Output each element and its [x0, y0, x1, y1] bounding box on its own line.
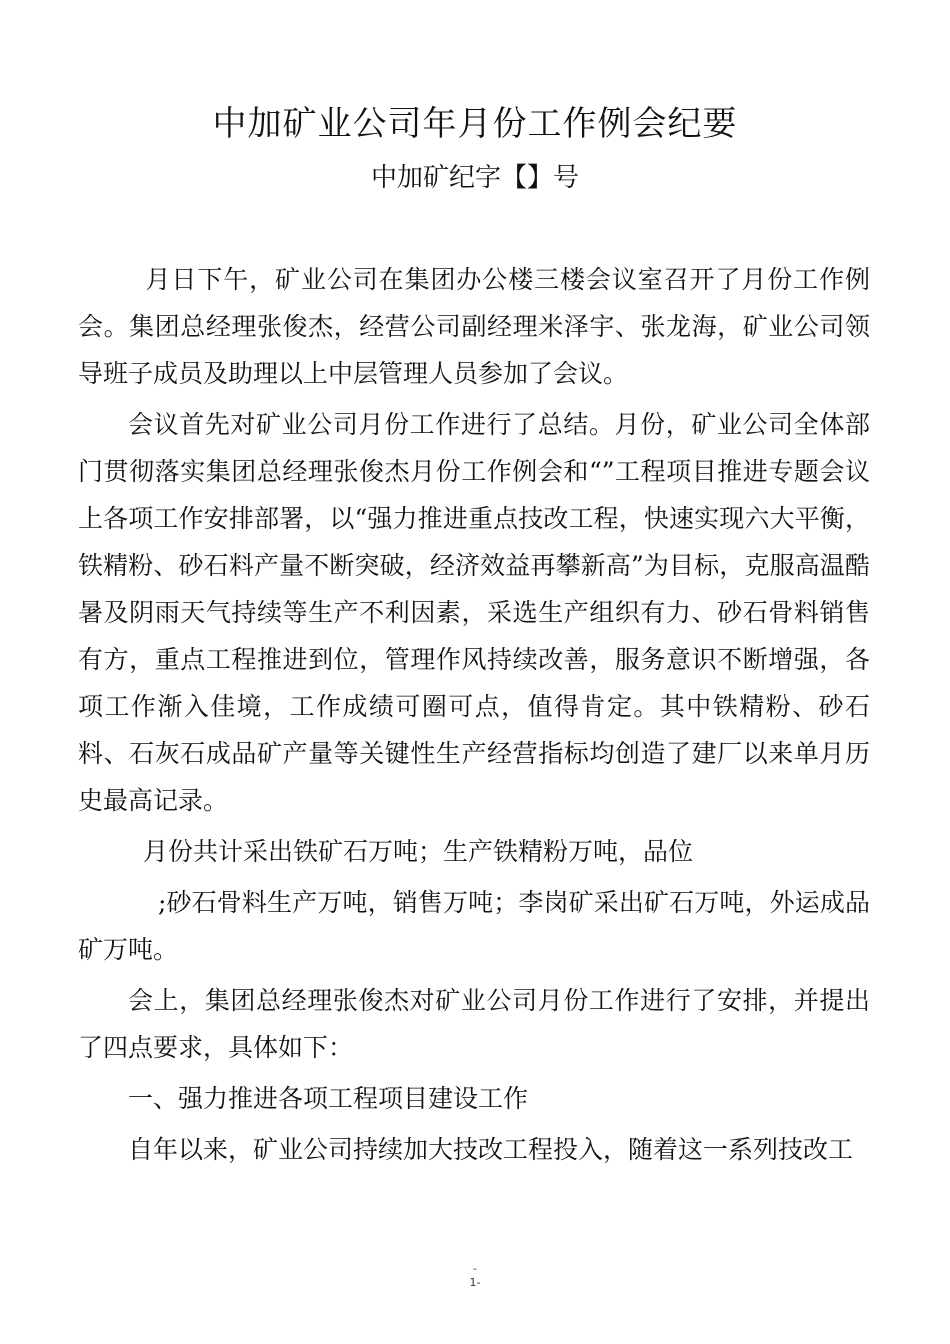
paragraph-production-figures: 月份共计采出铁矿石万吨；生产铁精粉万吨，品位 — [143, 837, 694, 866]
paragraph-section-1-body: 自年以来，矿业公司持续加大技改工程投入，随着这一系列技改工 — [128, 1135, 854, 1164]
document-title: 中加矿业公司年月份工作例会纪要 — [212, 104, 738, 144]
paragraph-meeting-intro: 月日下午，矿业公司在集团办公楼三楼会议室召开了月份工作例会。集团总经理张俊杰，经营公司副经理米泽宇、张龙海，矿业公司领导班子成员及助理以上中层管理人员参加了会议。 — [78, 265, 870, 388]
page-footer — [0, 1262, 950, 1290]
document-number: 中加矿纪字【】号 — [370, 163, 579, 193]
footer-dash: - — [473, 1262, 477, 1275]
paragraph-production-figures-cont: ;砂石骨料生产万吨，销售万吨；李岗矿采出矿石万吨，外运成品矿万吨。 — [78, 888, 870, 964]
paragraph-requirements-intro: 会上，集团总经理张俊杰对矿业公司月份工作进行了安排，并提出了四点要求，具体如下： — [78, 986, 870, 1062]
paragraph-work-summary: 会议首先对矿业公司月份工作进行了总结。月份，矿业公司全体部门贯彻落实集团总经理张俊杰月份工作例会和“”工程项目推进专题会议上各项工作安排部署，以“强力推进重点技改工程，快速实现六大平衡，铁精粉、砂石料产量不断突破，经济效益再攀新高”为目标，克服高温酷暑及阴雨天气持续等生产不利因素，采选生产组织有力、砂石骨料销售有方，重点工程推进到位，管理作风持续改善，服务意识不断增强，各项工作渐入佳境，工作成绩可圈可点，值得肯定。其中铁精粉、砂石料、石灰石成品矿产量等关键性生产经营指标均创造了建厂以来单月历史最高记录。 — [78, 410, 870, 815]
section-heading-1: 一、强力推进各项工程项目建设工作 — [128, 1084, 529, 1113]
document-body — [78, 256, 870, 1173]
page-number: 1- — [469, 1276, 481, 1289]
